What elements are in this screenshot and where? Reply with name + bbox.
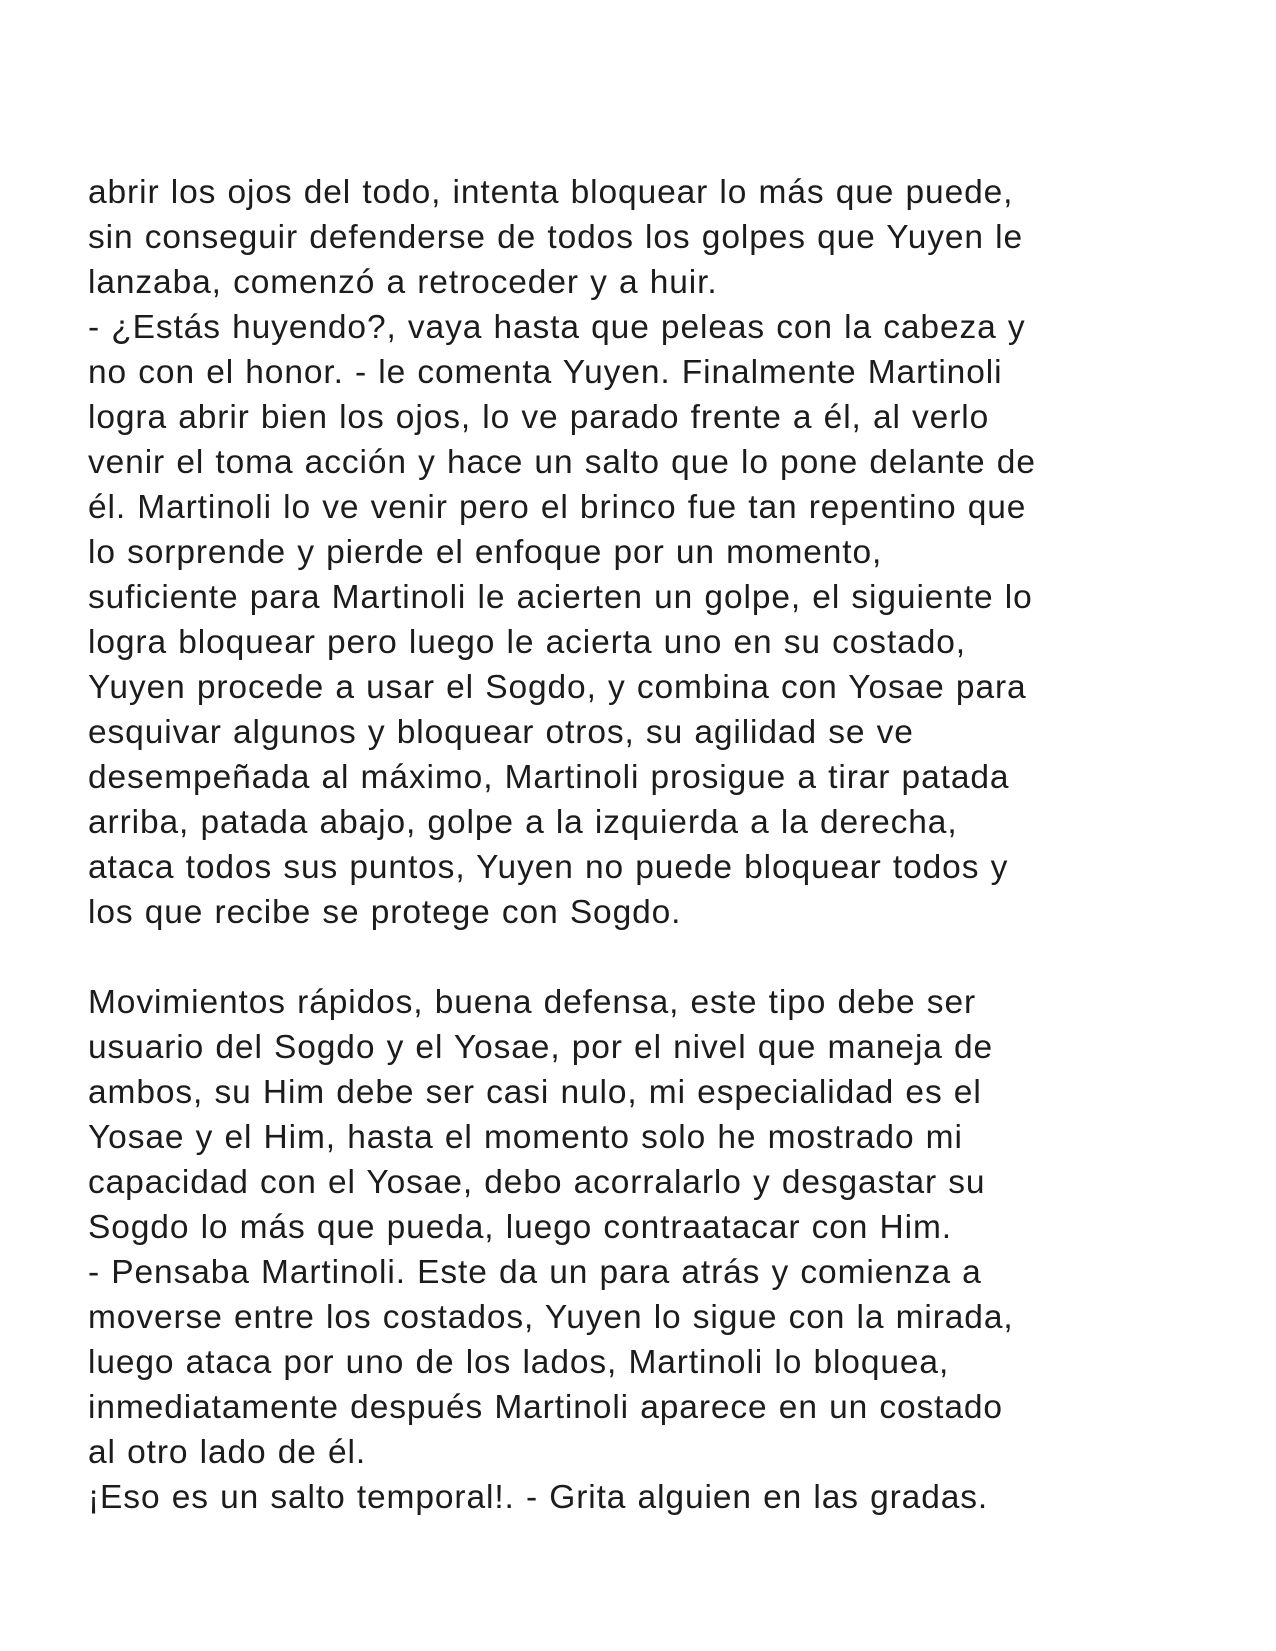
text-line: Yuyen procede a usar el Sogdo, y combina con Yosae para xyxy=(88,669,1027,706)
text-line: usuario del Sogdo y el Yosae, por el nivel que maneja de xyxy=(88,1029,994,1066)
text-line: esquivar algunos y bloquear otros, su agilidad se ve xyxy=(88,714,914,751)
text-line: luego ataca por uno de los lados, Martinoli lo bloquea, xyxy=(88,1344,950,1381)
text-line: abrir los ojos del todo, intenta bloquear lo más que puede, xyxy=(88,174,1014,211)
text-line: al otro lado de él. xyxy=(88,1434,367,1471)
text-line: - ¿Estás huyendo?, vaya hasta que peleas con la cabeza y xyxy=(88,309,1026,346)
text-line: ataca todos sus puntos, Yuyen no puede bloquear todos y xyxy=(88,849,1009,886)
text-line: Sogdo lo más que pueda, luego contraatacar con Him. xyxy=(88,1209,952,1246)
text-line: él. Martinoli lo ve venir pero el brinco fue tan repentino que xyxy=(88,489,1027,526)
text-line: inmediatamente después Martinoli aparece en un costado xyxy=(88,1389,1003,1426)
text-line: ¡Eso es un salto temporal!. - Grita alguien en las gradas. xyxy=(88,1479,989,1516)
paragraph-2 xyxy=(88,980,1198,1520)
text-line: suficiente para Martinoli le acierten un golpe, el siguiente lo xyxy=(88,579,1033,616)
text-line: lanzaba, comenzó a retroceder y a huir. xyxy=(88,264,718,301)
text-line: sin conseguir defenderse de todos los golpes que Yuyen le xyxy=(88,219,1024,256)
text-line: Movimientos rápidos, buena defensa, este tipo debe ser xyxy=(88,984,977,1021)
text-line: no con el honor. - le comenta Yuyen. Finalmente Martinoli xyxy=(88,354,1003,391)
text-line: ambos, su Him debe ser casi nulo, mi especialidad es el xyxy=(88,1074,982,1111)
text-line: capacidad con el Yosae, debo acorralarlo y desgastar su xyxy=(88,1164,986,1201)
text-line: Yosae y el Him, hasta el momento solo he mostrado mi xyxy=(88,1119,963,1156)
text-line: lo sorprende y pierde el enfoque por un momento, xyxy=(88,534,883,571)
text-line: logra bloquear pero luego le acierta uno en su costado, xyxy=(88,624,966,661)
text-line: moverse entre los costados, Yuyen lo sigue con la mirada, xyxy=(88,1299,1014,1336)
paragraph-spacer xyxy=(88,935,1198,980)
text-line: - Pensaba Martinoli. Este da un para atrás y comienza a xyxy=(88,1254,982,1291)
body-text xyxy=(88,170,1198,1520)
text-line: venir el toma acción y hace un salto que lo pone delante de xyxy=(88,444,1036,481)
text-line: logra abrir bien los ojos, lo ve parado frente a él, al verlo xyxy=(88,399,990,436)
text-line: los que recibe se protege con Sogdo. xyxy=(88,894,682,931)
text-line: arriba, patada abajo, golpe a la izquierda a la derecha, xyxy=(88,804,958,841)
text-line: desempeñada al máximo, Martinoli prosigue a tirar patada xyxy=(88,759,1010,796)
paragraph-1 xyxy=(88,170,1198,935)
